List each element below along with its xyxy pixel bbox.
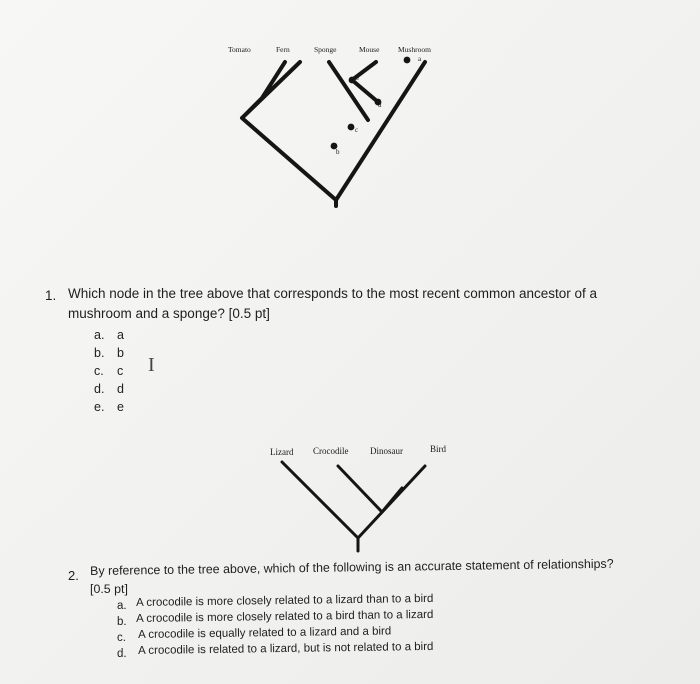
- question-1-text-line2: mushroom and a sponge? [0.5 pt]: [68, 306, 270, 321]
- option-text: A crocodile is equally related to a lizard and a bird: [138, 625, 392, 641]
- text-cursor-icon: I: [148, 354, 155, 376]
- option-letter: b.: [117, 616, 127, 628]
- question-2-number: 2.: [68, 568, 79, 583]
- option-letter: e.: [94, 400, 105, 414]
- taxon-label: Fern: [276, 45, 290, 54]
- question-2-text-line2: [0.5 pt]: [90, 582, 128, 596]
- option-letter: a.: [117, 600, 127, 612]
- taxon-label: Tomato: [228, 45, 251, 54]
- node-label: c: [355, 126, 359, 134]
- option-letter: d.: [94, 382, 105, 396]
- option-text: A crocodile is more closely related to a lizard than to a bird: [136, 592, 434, 609]
- taxon-label: Bird: [430, 444, 447, 454]
- node-label: e: [356, 74, 360, 82]
- option-letter: d.: [117, 648, 127, 660]
- option-text: d: [117, 382, 124, 396]
- branch: [338, 466, 382, 512]
- question-1-text-line1: Which node in the tree above that corresponds to the most recent common ancestor of a: [68, 286, 598, 301]
- node-label: d: [378, 101, 382, 109]
- option-text: c: [117, 364, 124, 378]
- taxon-label: Sponge: [314, 45, 337, 54]
- option-letter: c.: [117, 632, 126, 644]
- node-label: b: [336, 148, 340, 156]
- option-letter: a.: [94, 328, 105, 342]
- taxon-label: Crocodile: [313, 446, 349, 456]
- option-text: a: [117, 328, 124, 342]
- option-text: A crocodile is related to a lizard, but is not related to a bird: [138, 640, 434, 657]
- taxon-label: Dinosaur: [370, 446, 403, 456]
- question-2-text-line1: By reference to the tree above, which of the following is an accurate statement of relationships?: [90, 556, 614, 578]
- taxon-label: Lizard: [270, 447, 294, 457]
- taxon-label: Mouse: [359, 45, 380, 54]
- branch: [382, 488, 402, 512]
- option-text: b: [117, 346, 124, 360]
- node-label: a: [418, 55, 422, 63]
- taxon-label: Mushroom: [398, 45, 431, 54]
- option-text: e: [117, 400, 124, 414]
- option-letter: c.: [94, 364, 104, 378]
- question-1-number: 1.: [45, 288, 57, 303]
- option-text: A crocodile is more closely related to a bird than to a lizard: [136, 608, 434, 625]
- option-letter: b.: [94, 346, 105, 360]
